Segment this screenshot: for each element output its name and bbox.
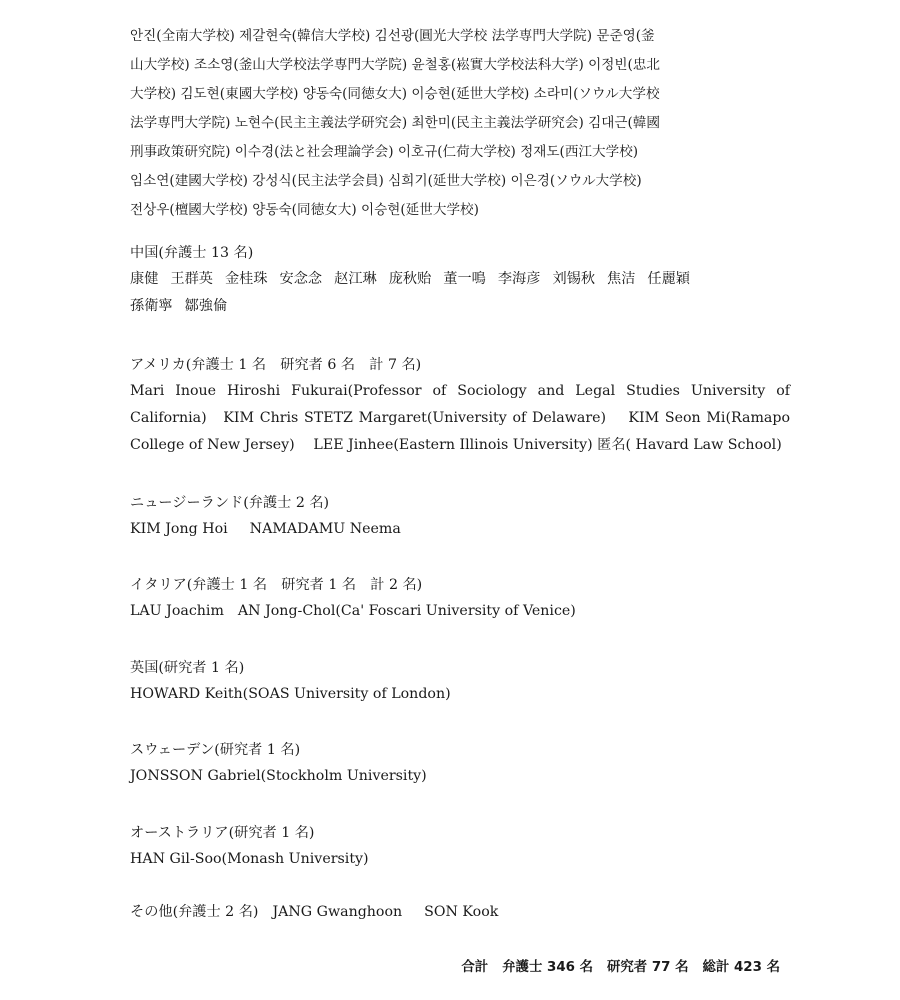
uk-heading: 英国(研究者 1 名) (130, 660, 245, 676)
signatory-name: 金桂珠 (224, 271, 268, 287)
signatory-name: KIM Jong Hoi (130, 521, 228, 537)
australia-names: HAN Gil-Soo(Monash University) (130, 851, 369, 867)
signatory-name: 庞秋贻 (388, 271, 432, 287)
signatory-name: NAMADAMU Neema (249, 521, 401, 537)
signatory-name: 李海彦 (497, 271, 541, 287)
korea-line: 刑事政策研究院) 이수경(法と社会理論学会) 이호규(仁荷大学校) 정재도(西江大学校) (130, 144, 639, 160)
china-heading: 中国(弁護士 13 名) (130, 245, 254, 261)
signatory-name: 安念念 (279, 271, 323, 287)
signatory-name: 鄒強倫 (184, 298, 228, 314)
signatory-name: 焦洁 (607, 271, 636, 287)
signatory-name: 董一鳴 (443, 271, 486, 287)
italy-heading: イタリア(弁護士 1 名 研究者 1 名 計 2 名) (130, 577, 423, 593)
total-lawyers: 弁護士 346 名 (502, 960, 594, 975)
usa-line: College of New Jersey) LEE Jinhee(Eastern Illinois University) 匿名( Havard Law School) (130, 437, 782, 453)
other-heading: その他(弁護士 2 名) (130, 904, 259, 920)
sweden-section (130, 737, 790, 790)
usa-line: Mari Inoue Hiroshi Fukurai(Professor of Sociology and Legal Studies University of (130, 383, 790, 399)
korea-signatories (130, 22, 780, 225)
korea-line: 大学校) 김도현(東國大学校) 양동숙(同徳女大) 이승현(延世大学校) 소라미(ソウル大学校 (130, 86, 660, 102)
signatory-name: 康健 (130, 271, 159, 287)
korea-line: 山大学校) 조소영(釜山大学校法学専門大学院) 윤철홍(崧實大学校法科大学) 이정빈(忠北 (130, 57, 660, 73)
usa-heading: アメリカ(弁護士 1 名 研究者 6 名 計 7 名) (130, 357, 422, 373)
china-section (130, 240, 790, 320)
korea-line: 法学専門大学院) 노현수(民主主義法学研究会) 최한미(民主主義法学研究会) 김대근(韓國 (130, 115, 660, 131)
signatory-name: 任麗穎 (647, 271, 690, 287)
signatory-name: LAU Joachim (130, 603, 224, 619)
italy-names (130, 598, 790, 625)
signatory-name: JANG Gwanghoon (272, 904, 403, 920)
signatory-name: 王群英 (170, 271, 213, 287)
sweden-names: JONSSON Gabriel(Stockholm University) (130, 768, 427, 784)
signatory-name: AN Jong-Chol(Ca' Foscari University of Venice) (237, 603, 576, 619)
china-names (130, 266, 790, 320)
new-zealand-section (130, 490, 790, 543)
signatory-name: 赵江琳 (334, 271, 377, 287)
uk-names: HOWARD Keith(SOAS University of London) (130, 686, 451, 702)
usa-names (130, 378, 790, 459)
uk-section (130, 655, 790, 708)
total-researchers: 研究者 77 名 (607, 960, 689, 975)
korea-line: 전상우(檀國大学校) 양동숙(同徳女大) 이승현(延世大学校) (130, 202, 479, 218)
signatory-name: SON Kook (424, 904, 499, 920)
new-zealand-names (130, 516, 790, 543)
signatory-name: 刘锡秋 (552, 271, 596, 287)
new-zealand-heading: ニュージーランド(弁護士 2 名) (130, 495, 330, 511)
usa-line: California) KIM Chris STETZ Margaret(University of Delaware) KIM Seon Mi(Ramapo (130, 410, 790, 426)
australia-heading: オーストラリア(研究者 1 名) (130, 825, 315, 841)
usa-section (130, 352, 790, 459)
korea-line: 안진(全南大学校) 제갈현숙(韓信大学校) 김선광(圓光大学校 法学専門大学院) 문준영(釜 (130, 28, 655, 44)
china-names-row (130, 293, 790, 320)
total-grand: 総計 423 名 (702, 960, 780, 975)
total-label: 合計 (461, 960, 489, 975)
grand-total (430, 956, 780, 980)
other-row (130, 899, 790, 925)
sweden-heading: スウェーデン(研究者 1 名) (130, 742, 301, 758)
china-names-row (130, 266, 790, 293)
australia-section (130, 820, 790, 873)
other-section (130, 899, 790, 925)
signatory-name: 孫衛寧 (130, 298, 173, 314)
italy-section (130, 572, 790, 625)
korea-line: 임소연(建國大学校) 강성식(民主法学会員) 심희기(延世大学校) 이은경(ソウル大学校) (130, 173, 642, 189)
